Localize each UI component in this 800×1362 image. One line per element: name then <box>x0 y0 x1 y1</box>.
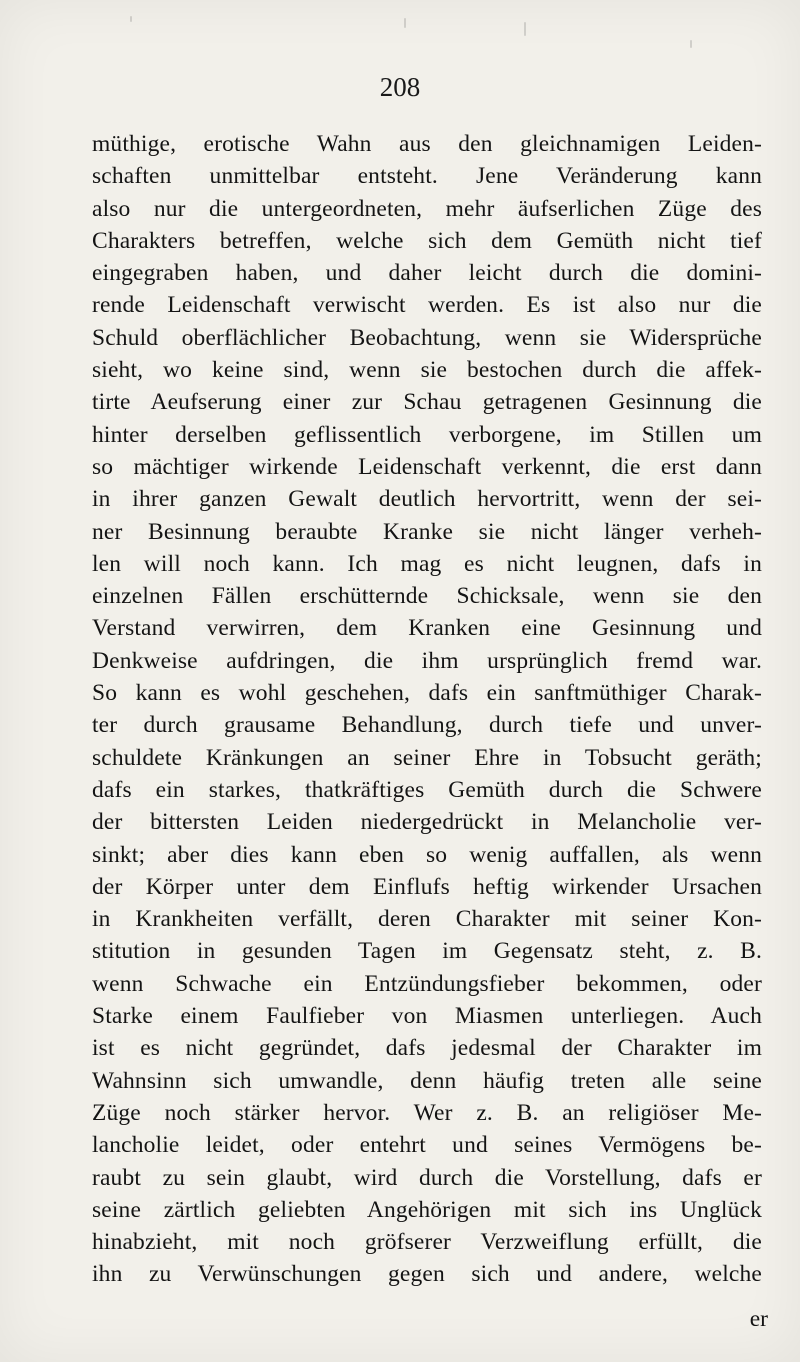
text-line: rende Leidenschaft verwischt werden. Es ist also nur die <box>92 292 762 319</box>
text-line: raubt zu sein glaubt, wird durch die Vorstellung, dafs er <box>92 1164 762 1191</box>
text-line: sinkt; aber dies kann eben so wenig auffallen, als wenn <box>92 841 762 868</box>
text-line: ter durch grausame Behandlung, durch tiefe und unver- <box>92 712 762 739</box>
text-line: schaften unmittelbar entsteht. Jene Veränderung kann <box>92 163 762 190</box>
text-line: in Krankheiten verfällt, deren Charakter mit seiner Kon- <box>92 906 762 933</box>
text-line: Denkweise aufdringen, die ihm ursprünglich fremd war. <box>92 647 762 674</box>
text-line: stitution in gesunden Tagen im Gegensatz steht, z. B. <box>92 938 762 965</box>
text-line: So kann es wohl geschehen, dafs ein sanftmüthiger Charak- <box>92 680 762 707</box>
catchword: er <box>749 1306 768 1332</box>
text-line: dafs ein starkes, thatkräftiges Gemüth durch die Schwere <box>92 776 762 803</box>
print-speck <box>404 18 406 28</box>
text-line: also nur die untergeordneten, mehr äufserlichen Züge des <box>92 195 762 222</box>
text-line: einzelnen Fällen erschütternde Schicksale, wenn sie den <box>92 583 762 610</box>
print-speck <box>524 22 526 36</box>
page-number: 208 <box>379 72 421 102</box>
text-line: Schuld oberflächlicher Beobachtung, wenn sie Widersprüche <box>92 324 762 351</box>
text-line: lancholie leidet, oder entehrt und seines Vermögens be- <box>92 1132 762 1159</box>
text-line: Starke einem Faulfieber von Miasmen unterliegen. Auch <box>92 1003 762 1030</box>
text-line: len will noch kann. Ich mag es nicht leugnen, dafs in <box>92 550 762 577</box>
text-line: in ihrer ganzen Gewalt deutlich hervortritt, wenn der sei- <box>92 486 762 513</box>
text-line: eingegraben haben, und daher leicht durch die domini- <box>92 260 762 287</box>
text-line: so mächtiger wirkende Leidenschaft verkennt, die erst dann <box>92 453 762 480</box>
text-line: hinter derselben geflissentlich verborgene, im Stillen um <box>92 421 762 448</box>
text-line: ihn zu Verwünschungen gegen sich und andere, welche <box>92 1261 762 1288</box>
print-speck <box>690 40 692 48</box>
text-line: sieht, wo keine sind, wenn sie bestochen durch die affek- <box>92 357 762 384</box>
text-line: der Körper unter dem Einflufs heftig wirkender Ursachen <box>92 873 762 900</box>
text-line: ner Besinnung beraubte Kranke sie nicht länger verheh- <box>92 518 762 545</box>
text-line: wenn Schwache ein Entzündungsfieber bekommen, oder <box>92 970 762 997</box>
text-line: der bittersten Leiden niedergedrückt in Melancholie ver- <box>92 809 762 836</box>
text-line: Charakters betreffen, welche sich dem Gemüth nicht tief <box>92 227 762 254</box>
text-line: hinabzieht, mit noch gröfserer Verzweiflung erfüllt, die <box>92 1229 762 1256</box>
text-line: seine zärtlich geliebten Angehörigen mit sich ins Unglück <box>92 1196 762 1223</box>
print-speck <box>130 16 132 22</box>
text-line: Züge noch stärker hervor. Wer z. B. an religiöser Me- <box>92 1099 762 1126</box>
text-line: tirte Aeufserung einer zur Schau getragenen Gesinnung die <box>92 389 762 416</box>
body-text <box>92 128 762 1291</box>
text-line: Wahnsinn sich umwandle, denn häufig treten alle seine <box>92 1067 762 1094</box>
text-line: müthige, erotische Wahn aus den gleichnamigen Leiden- <box>92 131 762 157</box>
text-line: ist es nicht gegründet, dafs jedesmal der Charakter im <box>92 1035 762 1062</box>
text-line: schuldete Kränkungen an seiner Ehre in Tobsucht geräth; <box>92 744 762 771</box>
text-line: Verstand verwirren, dem Kranken eine Gesinnung und <box>92 615 762 642</box>
